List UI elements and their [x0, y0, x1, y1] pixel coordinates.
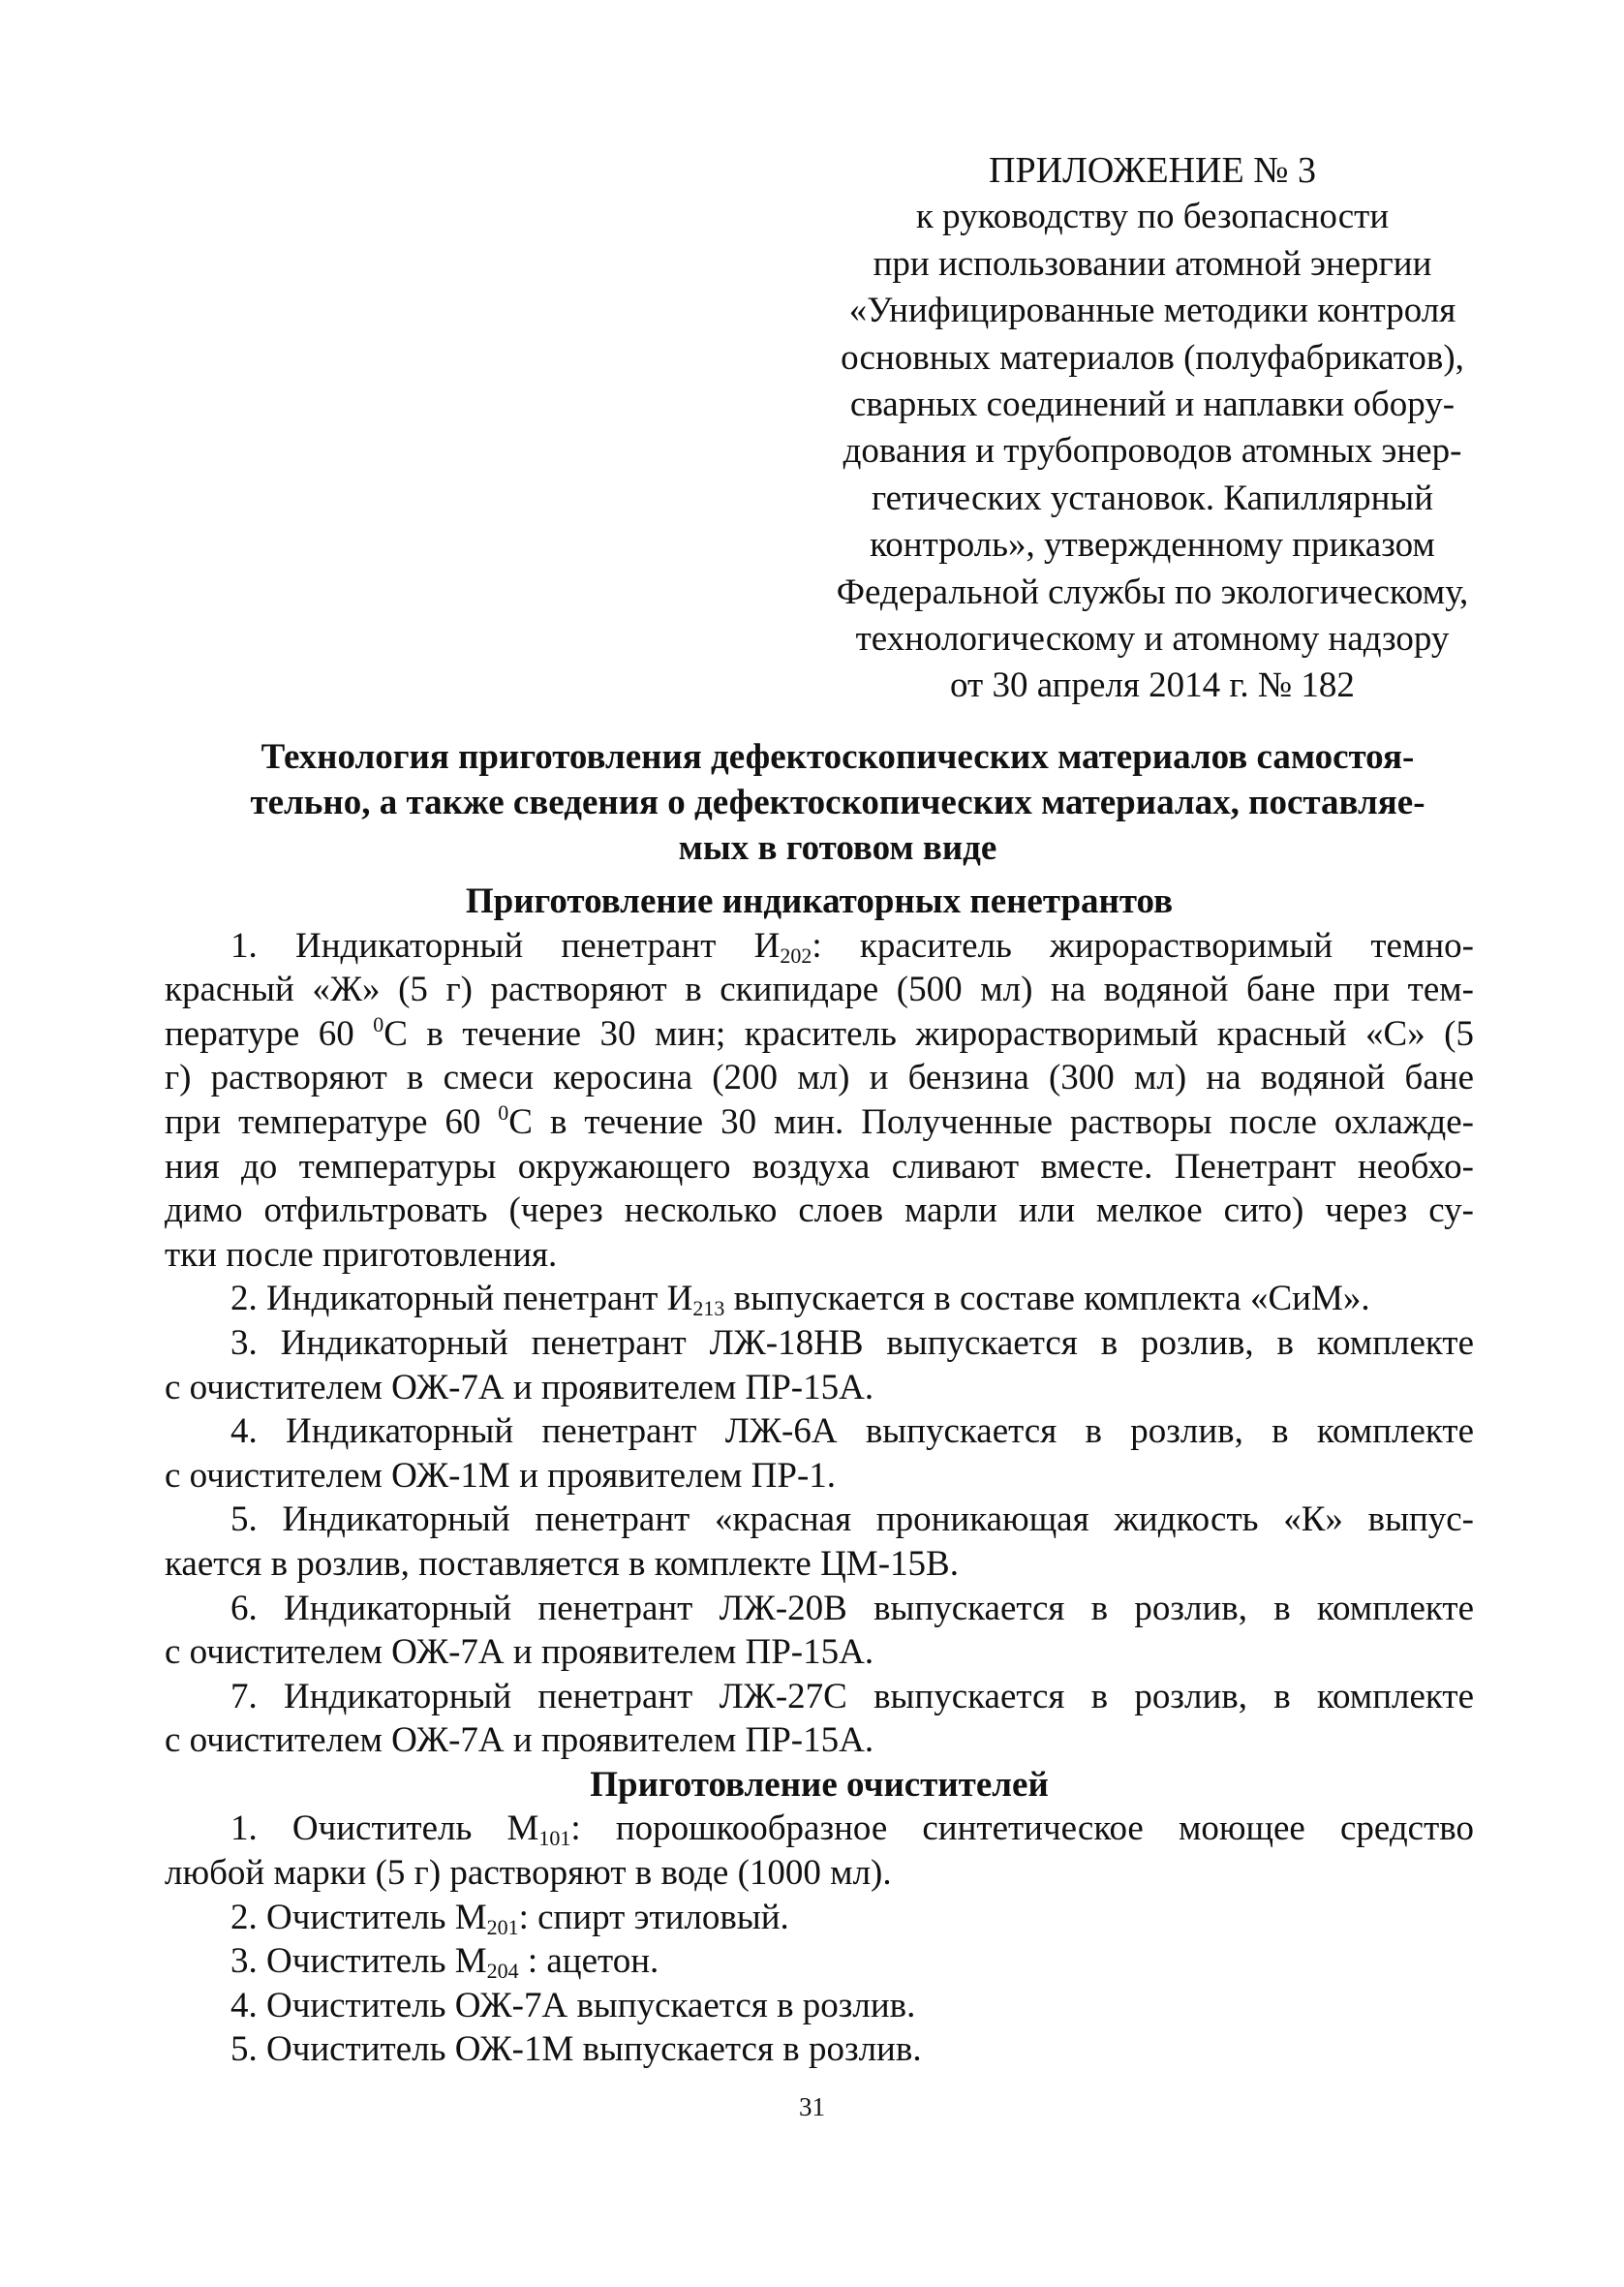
cleaner-item-2 [165, 1896, 1474, 1940]
paragraph-line: 6. Индикаторный пенетрант ЛЖ-20В выпускается в розлив, в комплекте [230, 1588, 1474, 1628]
penetrant-item-2 [165, 1277, 1474, 1321]
section-heading-cleaners: Приготовление очистителей [590, 1764, 1049, 1805]
appendix-line: контроль», утвержденному приказом [870, 525, 1435, 566]
paragraph-line: 2. Очиститель $М_{201}$: спирт этиловый. [230, 1897, 789, 1939]
penetrant-item-3 [165, 1321, 1474, 1409]
cleaner-item-3 [165, 1939, 1474, 1984]
paragraph-line: красный «Ж» (5 г) растворяют в скипидаре (500 мл) на водяной бане при тем- [165, 970, 1474, 1010]
title-line: мых в готовом виде [678, 828, 997, 868]
paragraph-line: 3. Очиститель $М_{204}$ : ацетон. [230, 1941, 659, 1984]
title-line: тельно, а также сведения о дефектоскопических материалах, поставляе- [250, 783, 1425, 822]
penetrant-item-5 [165, 1498, 1474, 1586]
title-line: Технология приготовления дефектоскопических материалов самостоя- [260, 737, 1415, 777]
appendix-header [794, 147, 1511, 710]
appendix-line: от 30 апреля 2014 г. № 182 [950, 665, 1355, 706]
paragraph-line: любой марки (5 г) растворяют в воде (1000 мл). [165, 1853, 892, 1894]
paragraph-line: с очистителем ОЖ-1М и проявителем ПР-1. [165, 1455, 837, 1496]
paragraph-line: пературе 60 $^0$С в течение 30 мин; краситель жирорастворимый красный «С» (5 [165, 1011, 1474, 1054]
appendix-line: дования и трубопроводов атомных энер- [843, 431, 1462, 472]
page-number: 31 [799, 2092, 825, 2121]
appendix-line: «Унифицированные методики контроля [848, 291, 1456, 331]
appendix-line: технологическому и атомному надзору [855, 619, 1450, 660]
paragraph-line: 3. Индикаторный пенетрант ЛЖ-18НВ выпускается в розлив, в комплекте [230, 1322, 1474, 1363]
paragraph-line: при температуре 60 $^0$С в течение 30 мин. Полученные растворы после охлажде- [165, 1099, 1474, 1142]
paragraph-line: 1. Индикаторный пенетрант $И_{202}$: краситель жирорастворимый темно- [230, 925, 1474, 968]
paragraph-line: 7. Индикаторный пенетрант ЛЖ-27С выпускается в розлив, в комплекте [230, 1676, 1474, 1716]
appendix-line: основных материалов (полуфабрикатов), [841, 337, 1464, 378]
appendix-line: гетических установок. Капиллярный [871, 478, 1434, 518]
appendix-line: Федеральной службы по экологическому, [836, 572, 1469, 612]
penetrant-item-4 [165, 1409, 1474, 1498]
cleaner-item-5 [165, 2027, 1474, 2072]
cleaner-item-4 [165, 1984, 1474, 2028]
section-heading-penetrants: Приготовление индикаторных пенетрантов [465, 881, 1174, 921]
appendix-line: при использовании атомной энергии [873, 243, 1432, 284]
paragraph-line: г) растворяют в смеси керосина (200 мл) и бензина (300 мл) на водяной бане [165, 1058, 1474, 1098]
document-title [165, 734, 1511, 871]
paragraph-line: димо отфильтровать (через несколько слоев марли или мелкое сито) через су- [165, 1190, 1474, 1231]
paragraph-line: 4. Очиститель ОЖ-7А выпускается в розлив. [230, 1985, 916, 2025]
paragraph-line: 4. Индикаторный пенетрант ЛЖ-6А выпускается в розлив, в комплекте [230, 1411, 1474, 1452]
paragraph-line: 2. Индикаторный пенетрант $И_{213}$ выпускается в составе комплекта «СиМ». [230, 1279, 1370, 1321]
paragraph-line: 1. Очиститель $М_{101}$: порошкообразное синтетическое моющее средство [230, 1808, 1474, 1851]
penetrant-item-1 [165, 924, 1474, 1278]
paragraph-line: 5. Индикаторный пенетрант «красная проникающая жидкость «К» выпус- [230, 1499, 1474, 1540]
penetrant-item-6 [165, 1587, 1474, 1675]
paragraph-line: с очистителем ОЖ-7А и проявителем ПР-15А. [165, 1367, 874, 1407]
cleaner-item-1 [165, 1807, 1474, 1895]
document-body [165, 880, 1474, 2072]
paragraph-line: ния до температуры окружающего воздуха сливают вместе. Пенетрант необхо- [165, 1146, 1474, 1187]
appendix-line: к руководству по безопасности [915, 197, 1390, 237]
appendix-title: ПРИЛОЖЕНИЕ № 3 [989, 150, 1316, 191]
appendix-line: сварных соединений и наплавки обору- [849, 385, 1455, 425]
paragraph-line: с очистителем ОЖ-7А и проявителем ПР-15А. [165, 1720, 874, 1761]
paragraph-line: 5. Очиститель ОЖ-1М выпускается в розлив. [230, 2029, 922, 2070]
paragraph-line: с очистителем ОЖ-7А и проявителем ПР-15А. [165, 1632, 874, 1673]
paragraph-line: кается в розлив, поставляется в комплекте ЦМ-15В. [165, 1543, 959, 1584]
paragraph-line: тки после приготовления. [165, 1234, 558, 1275]
penetrant-item-7 [165, 1675, 1474, 1763]
